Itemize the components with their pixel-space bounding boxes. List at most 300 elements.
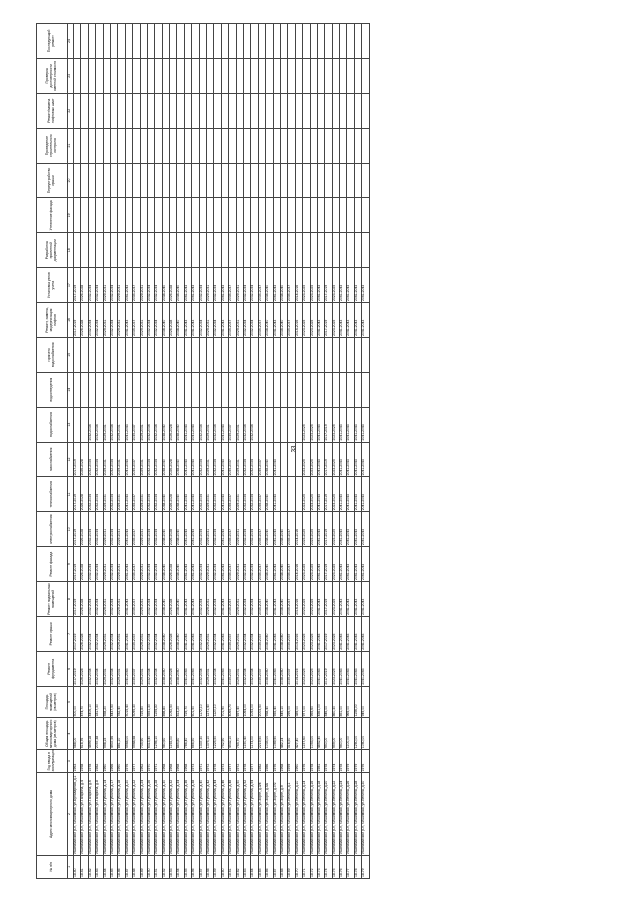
table-cell: 1172,10 xyxy=(199,686,206,718)
table-cell: 2035-2037 xyxy=(133,547,140,582)
table-cell: 588,00 xyxy=(74,718,81,750)
table-cell xyxy=(354,337,361,372)
table-cell xyxy=(155,93,162,128)
table-row xyxy=(362,24,369,879)
table-cell: 2032-2034 xyxy=(110,477,117,512)
table-cell: 1963 xyxy=(74,750,81,773)
table-cell: 2041-2043 xyxy=(192,582,199,617)
table-cell: 2026-2028 xyxy=(81,616,88,651)
table-cell: 2032-2034 xyxy=(110,442,117,477)
table-cell: 2026-2028 xyxy=(170,268,177,303)
table-cell: 725,80 xyxy=(140,686,147,718)
table-cell: 2057,38 xyxy=(96,718,103,750)
table-cell xyxy=(155,198,162,233)
table-cell xyxy=(325,58,332,93)
table-cell xyxy=(192,58,199,93)
table-cell: 18.46 xyxy=(118,855,125,878)
table-cell: 4361,00 xyxy=(317,686,324,718)
table-cell: 2041-2043 xyxy=(340,582,347,617)
table-cell: 18.65 xyxy=(258,855,265,878)
table-cell: 2029-2031 xyxy=(118,477,125,512)
table-cell: 2035-2037 xyxy=(133,582,140,617)
capital-repair-table xyxy=(36,23,370,879)
table-cell xyxy=(325,93,332,128)
table-cell xyxy=(192,337,199,372)
table-cell: 2029-2031 xyxy=(207,442,214,477)
table-row xyxy=(325,24,332,879)
table-cell: 2032-2034 xyxy=(88,303,95,338)
table-cell: 18.78 xyxy=(354,855,361,878)
table-cell: 2032-2034 xyxy=(155,512,162,547)
table-cell: 2029-2031 xyxy=(236,268,243,303)
table-cell xyxy=(295,58,302,93)
table-cell: Ишимбайский р-н, г.Ишимбай, ул.Ленина, д.10 xyxy=(295,773,302,855)
table-cell: 2041-2043 xyxy=(317,651,324,686)
column-header: Проведение строительного контроля xyxy=(37,128,68,163)
table-cell xyxy=(147,128,154,163)
table-cell xyxy=(266,337,273,372)
table-cell xyxy=(74,58,81,93)
table-cell: 2032-2034 xyxy=(110,651,117,686)
table-cell: 2032-2034 xyxy=(199,268,206,303)
table-cell xyxy=(110,58,117,93)
table-cell xyxy=(162,163,169,198)
table-cell: 2035-2037 xyxy=(229,547,236,582)
table-cell: Ишимбайский р-н, г.Ишимбай, ул.Губкина, д.38 xyxy=(192,773,199,855)
table-cell: 851,00 xyxy=(340,686,347,718)
table-cell: 2029-2031 xyxy=(207,547,214,582)
table-cell xyxy=(96,372,103,407)
table-cell: 2035-2037 xyxy=(258,582,265,617)
table-cell: 2041-2043 xyxy=(192,303,199,338)
table-cell: 2032-2034 xyxy=(96,582,103,617)
table-cell: 18.76 xyxy=(340,855,347,878)
table-cell: 969,00 xyxy=(347,686,354,718)
table-cell: 2032-2034 xyxy=(155,268,162,303)
column-number: 20 xyxy=(68,163,74,198)
table-cell: 2032-2034 xyxy=(110,407,117,442)
table-cell: 2023-2025 xyxy=(303,582,310,617)
table-cell: 2041-2043 xyxy=(221,477,228,512)
table-cell: 18.79 xyxy=(362,855,369,878)
table-cell: 2035-2037 xyxy=(133,303,140,338)
table-cell: Ишимбайский р-н, г.Ишимбай, ул.Губкина, д.32 xyxy=(170,773,177,855)
table-row xyxy=(192,24,199,879)
table-cell: Ишимбайский р-н, г.Ишимбай, ул.Губкина, д.30 xyxy=(162,773,169,855)
table-cell: 2041-2043 xyxy=(362,303,369,338)
table-cell: Ишимбайский р-н, г.Ишимбай, ул.Бульварная, д.1 xyxy=(74,773,81,855)
table-cell xyxy=(184,24,191,59)
table-cell: 2029-2031 xyxy=(103,442,110,477)
table-cell: 295,00 xyxy=(288,686,295,718)
table-row xyxy=(295,24,302,879)
table-cell xyxy=(96,58,103,93)
table-cell xyxy=(303,337,310,372)
table-cell: 2041-2043 xyxy=(273,616,280,651)
table-cell: 2041-2043 xyxy=(362,512,369,547)
table-cell xyxy=(280,233,287,268)
table-cell: 2038-2040 xyxy=(266,512,273,547)
table-cell xyxy=(125,128,132,163)
table-cell xyxy=(340,93,347,128)
table-cell xyxy=(347,337,354,372)
table-cell xyxy=(317,58,324,93)
table-cell: 2035-2037 xyxy=(229,268,236,303)
table-cell xyxy=(251,128,258,163)
table-cell: 898,80 xyxy=(162,686,169,718)
table-cell: 2041-2043 xyxy=(273,303,280,338)
table-cell: 4899,18 xyxy=(88,718,95,750)
column-header: Проверка достоверности сметной стоимости xyxy=(37,58,68,93)
table-cell xyxy=(280,477,287,512)
table-cell: 2023-2025 xyxy=(332,303,339,338)
table-row xyxy=(81,24,88,879)
table-cell: 2017-2019 xyxy=(325,477,332,512)
table-cell: 2032-2034 xyxy=(199,442,206,477)
table-cell xyxy=(221,337,228,372)
table-cell xyxy=(96,24,103,59)
table-cell xyxy=(280,93,287,128)
table-cell: 2032-2034 xyxy=(96,651,103,686)
table-cell: 2029-2031 xyxy=(118,547,125,582)
table-cell xyxy=(266,163,273,198)
table-cell: 2041-2043 xyxy=(340,547,347,582)
table-cell xyxy=(133,58,140,93)
table-cell: Ишимбайский р-н, г.Ишимбай, ул.Гагарина, д.6 xyxy=(88,773,95,855)
table-cell: 2041-2043 xyxy=(362,651,369,686)
table-cell: 2041-2043 xyxy=(221,407,228,442)
table-cell xyxy=(88,163,95,198)
table-cell: 2029-2031 xyxy=(236,512,243,547)
table-row xyxy=(177,24,184,879)
table-cell: 2026-2028 xyxy=(81,477,88,512)
table-cell: 2041-2043 xyxy=(362,442,369,477)
table-cell: 955,60 xyxy=(310,686,317,718)
table-cell xyxy=(229,93,236,128)
table-cell: 2023-2025 xyxy=(303,512,310,547)
table-row xyxy=(288,24,295,879)
column-number: 19 xyxy=(68,198,74,233)
column-header: Установка узлов учета xyxy=(37,268,68,303)
table-cell: 2029-2031 xyxy=(140,477,147,512)
table-cell: 5095,30 xyxy=(133,686,140,718)
table-cell: 2026-2028 xyxy=(81,582,88,617)
table-cell xyxy=(147,372,154,407)
column-header: теплоснабжения xyxy=(37,477,68,512)
table-cell xyxy=(325,128,332,163)
table-cell: 2026-2028 xyxy=(81,547,88,582)
table-cell: 1977 xyxy=(251,750,258,773)
table-cell xyxy=(258,337,265,372)
table-cell xyxy=(110,372,117,407)
table-cell xyxy=(207,372,214,407)
table-cell: 18.71 xyxy=(303,855,310,878)
table-cell: 2032-2034 xyxy=(155,442,162,477)
table-cell: 2041-2043 xyxy=(362,477,369,512)
table-cell: 2041-2043 xyxy=(192,512,199,547)
table-cell xyxy=(147,24,154,59)
table-cell xyxy=(280,407,287,442)
table-cell: 18.55 xyxy=(184,855,191,878)
table-cell: 1053,00 xyxy=(251,686,258,718)
table-cell xyxy=(125,24,132,59)
table-cell xyxy=(140,233,147,268)
table-cell xyxy=(229,163,236,198)
table-cell: 2041-2043 xyxy=(221,442,228,477)
table-cell: Ишимбайский р-н, г.Ишимбай, ул.Губкина, д.17 xyxy=(110,773,117,855)
table-cell xyxy=(74,24,81,59)
table-cell: 1966 xyxy=(110,750,117,773)
table-cell: 1978 xyxy=(325,750,332,773)
table-cell xyxy=(221,233,228,268)
table-cell: 2041-2043 xyxy=(125,651,132,686)
table-cell xyxy=(199,24,206,59)
table-cell xyxy=(280,58,287,93)
table-cell: 2032-2034 xyxy=(251,303,258,338)
table-cell xyxy=(236,337,243,372)
table-cell: 786,40 xyxy=(184,718,191,750)
table-cell xyxy=(214,24,221,59)
table-cell xyxy=(310,128,317,163)
table-cell: Ишимбайский р-н, г.Ишимбай, ул.Ленина, д.14 xyxy=(303,773,310,855)
table-cell: 2038-2040 xyxy=(162,442,169,477)
table-cell: 2038-2040 xyxy=(177,268,184,303)
table-cell: Ишимбайский р-н, г.Ишимбай, ул.Ленина, д.28 xyxy=(354,773,361,855)
table-cell: 2032-2034 xyxy=(155,651,162,686)
table-cell xyxy=(155,128,162,163)
table-cell: 2032-2034 xyxy=(96,407,103,442)
table-cell xyxy=(81,58,88,93)
table-cell: Ишимбайский р-н, г.Ишимбай, ул.Зорге, д.5А xyxy=(266,773,273,855)
table-cell xyxy=(295,198,302,233)
table-cell xyxy=(243,93,250,128)
table-cell xyxy=(214,337,221,372)
table-cell: 2029-2031 xyxy=(207,582,214,617)
table-cell: 2023-2025 xyxy=(303,303,310,338)
table-cell xyxy=(177,58,184,93)
table-cell xyxy=(81,24,88,59)
table-row xyxy=(155,24,162,879)
column-number: 15 xyxy=(68,337,74,372)
table-cell: 2026-2028 xyxy=(170,442,177,477)
table-cell xyxy=(243,163,250,198)
table-cell xyxy=(251,93,258,128)
table-cell: 2035-2037 xyxy=(133,268,140,303)
table-cell: 2041-2043 xyxy=(273,547,280,582)
table-cell xyxy=(184,163,191,198)
table-cell xyxy=(170,128,177,163)
table-cell: 2219,50 xyxy=(258,718,265,750)
table-cell: 2029-2031 xyxy=(118,268,125,303)
column-number: 5 xyxy=(68,686,74,718)
table-row xyxy=(96,24,103,879)
table-cell xyxy=(273,198,280,233)
table-cell xyxy=(147,337,154,372)
table-cell xyxy=(229,128,236,163)
table-cell xyxy=(96,233,103,268)
table-cell: 2032-2034 xyxy=(251,651,258,686)
table-cell xyxy=(332,233,339,268)
table-cell xyxy=(347,24,354,59)
table-cell xyxy=(140,24,147,59)
table-cell: 2032-2034 xyxy=(243,407,250,442)
table-cell: 1973 xyxy=(221,750,228,773)
table-cell xyxy=(340,58,347,93)
table-cell xyxy=(88,198,95,233)
table-cell xyxy=(118,58,125,93)
table-cell: 2038-2040 xyxy=(280,582,287,617)
table-cell: 885,80 xyxy=(177,718,184,750)
table-cell xyxy=(118,233,125,268)
table-cell: Ишимбайский р-н, г.Ишимбай, ул.Ленина, д.18 xyxy=(317,773,324,855)
table-cell: 2017-2019 xyxy=(325,407,332,442)
table-cell xyxy=(207,58,214,93)
table-cell xyxy=(74,198,81,233)
table-cell: 2041-2043 xyxy=(184,407,191,442)
table-row xyxy=(332,24,339,879)
table-cell: 697,40 xyxy=(236,686,243,718)
table-cell: 1986 xyxy=(266,750,273,773)
table-cell: 2032-2034 xyxy=(251,582,258,617)
column-number: 18 xyxy=(68,233,74,268)
table-row xyxy=(273,24,280,879)
table-cell: 2041-2043 xyxy=(354,512,361,547)
table-cell xyxy=(199,128,206,163)
table-cell: 2032-2034 xyxy=(147,477,154,512)
table-cell: 2041-2043 xyxy=(192,651,199,686)
table-cell: Ишимбайский р-н, г.Ишимбай, ул.Зорге, д.3/4 xyxy=(258,773,265,855)
table-cell xyxy=(199,58,206,93)
table-cell: 2038-2040 xyxy=(162,303,169,338)
table-cell xyxy=(288,24,295,59)
table-cell xyxy=(303,372,310,407)
table-cell: 2041-2043 xyxy=(340,407,347,442)
table-cell xyxy=(303,233,310,268)
table-cell: 2032-2034 xyxy=(251,268,258,303)
table-cell xyxy=(236,93,243,128)
table-cell xyxy=(177,128,184,163)
table-cell: 2017-2019 xyxy=(325,303,332,338)
table-cell xyxy=(317,233,324,268)
table-cell xyxy=(362,372,369,407)
table-cell: 2041-2043 xyxy=(317,268,324,303)
table-cell: Ишимбайский р-н, г.Ишимбай, ул.Губкина, д.22 xyxy=(133,773,140,855)
table-cell xyxy=(162,198,169,233)
table-row xyxy=(207,24,214,879)
table-cell: 977,00 xyxy=(303,686,310,718)
table-cell: 2041-2043 xyxy=(317,477,324,512)
table-cell: 2014-2016 xyxy=(295,651,302,686)
table-cell: 2014-2016 xyxy=(295,582,302,617)
table-cell xyxy=(266,24,273,59)
table-cell: 701,90 xyxy=(221,686,228,718)
table-cell xyxy=(221,372,228,407)
table-cell xyxy=(74,93,81,128)
table-cell: 2029-2031 xyxy=(207,303,214,338)
table-cell xyxy=(303,198,310,233)
table-cell: 2032-2034 xyxy=(147,547,154,582)
table-cell: 2038-2040 xyxy=(177,407,184,442)
table-cell: Ишимбайский р-н, г.Ишимбай, ул.Губкина, д.44 xyxy=(214,773,221,855)
table-cell xyxy=(288,372,295,407)
table-cell: 2041-2043 xyxy=(347,442,354,477)
table-cell: 598,15 xyxy=(103,718,110,750)
column-header: Общая площадь многоквартирного дома (кв.метров) xyxy=(37,718,68,750)
table-cell xyxy=(118,198,125,233)
table-cell xyxy=(354,233,361,268)
table-cell: 2023-2025 xyxy=(303,651,310,686)
table-cell xyxy=(236,128,243,163)
table-cell: 2032-2034 xyxy=(88,547,95,582)
table-cell xyxy=(362,233,369,268)
table-cell xyxy=(229,24,236,59)
table-cell: 2032-2034 xyxy=(251,442,258,477)
table-cell: 4406,10 xyxy=(88,686,95,718)
table-cell: 2032-2034 xyxy=(243,442,250,477)
table-cell xyxy=(96,163,103,198)
table-cell: 2041-2043 xyxy=(340,442,347,477)
table-cell xyxy=(162,233,169,268)
table-cell: 2032-2034 xyxy=(199,477,206,512)
table-cell: 18.41 xyxy=(81,855,88,878)
table-cell: 1817,30 xyxy=(96,686,103,718)
table-cell: 2023-2025 xyxy=(310,512,317,547)
table-cell: 2038-2040 xyxy=(266,268,273,303)
table-cell xyxy=(214,233,221,268)
table-cell xyxy=(325,24,332,59)
table-cell: 1976 xyxy=(362,750,369,773)
table-cell xyxy=(88,24,95,59)
table-cell xyxy=(170,198,177,233)
table-cell xyxy=(118,93,125,128)
table-cell: Ишимбайский р-н, г.Ишимбай, ул.Губкина, д.24 xyxy=(140,773,147,855)
table-cell xyxy=(170,24,177,59)
table-cell xyxy=(273,372,280,407)
table-cell: 2035-2037 xyxy=(288,512,295,547)
table-cell: 2035-2037 xyxy=(288,651,295,686)
column-header: Год ввода в эксплуатацию xyxy=(37,750,68,773)
column-header: Ремонт, замена, модернизация лифтов xyxy=(37,303,68,338)
table-cell: 2023-2025 xyxy=(303,407,310,442)
table-cell: 2041-2043 xyxy=(354,442,361,477)
table-cell: 2023-2025 xyxy=(303,477,310,512)
table-cell: 2038-2040 xyxy=(266,582,273,617)
table-cell: 18.70 xyxy=(295,855,302,878)
table-cell xyxy=(251,372,258,407)
table-cell xyxy=(251,198,258,233)
table-cell xyxy=(103,163,110,198)
table-cell: 2032-2034 xyxy=(88,442,95,477)
table-cell xyxy=(192,93,199,128)
table-cell: 2038-2040 xyxy=(280,547,287,582)
table-cell: 2041-2043 xyxy=(192,616,199,651)
table-cell: 2035-2037 xyxy=(229,616,236,651)
column-number: 21 xyxy=(68,128,74,163)
table-cell: 2041-2043 xyxy=(354,582,361,617)
table-cell: 2038-2040 xyxy=(266,616,273,651)
table-cell xyxy=(214,128,221,163)
column-number: 10 xyxy=(68,512,74,547)
table-cell: 2038-2040 xyxy=(266,651,273,686)
table-cell xyxy=(236,163,243,198)
table-cell: 4937,56 xyxy=(110,718,117,750)
table-cell: 2032-2034 xyxy=(110,268,117,303)
table-cell xyxy=(354,58,361,93)
table-cell: 1977 xyxy=(133,750,140,773)
table-cell xyxy=(170,337,177,372)
table-row xyxy=(266,24,273,879)
table-cell xyxy=(199,163,206,198)
